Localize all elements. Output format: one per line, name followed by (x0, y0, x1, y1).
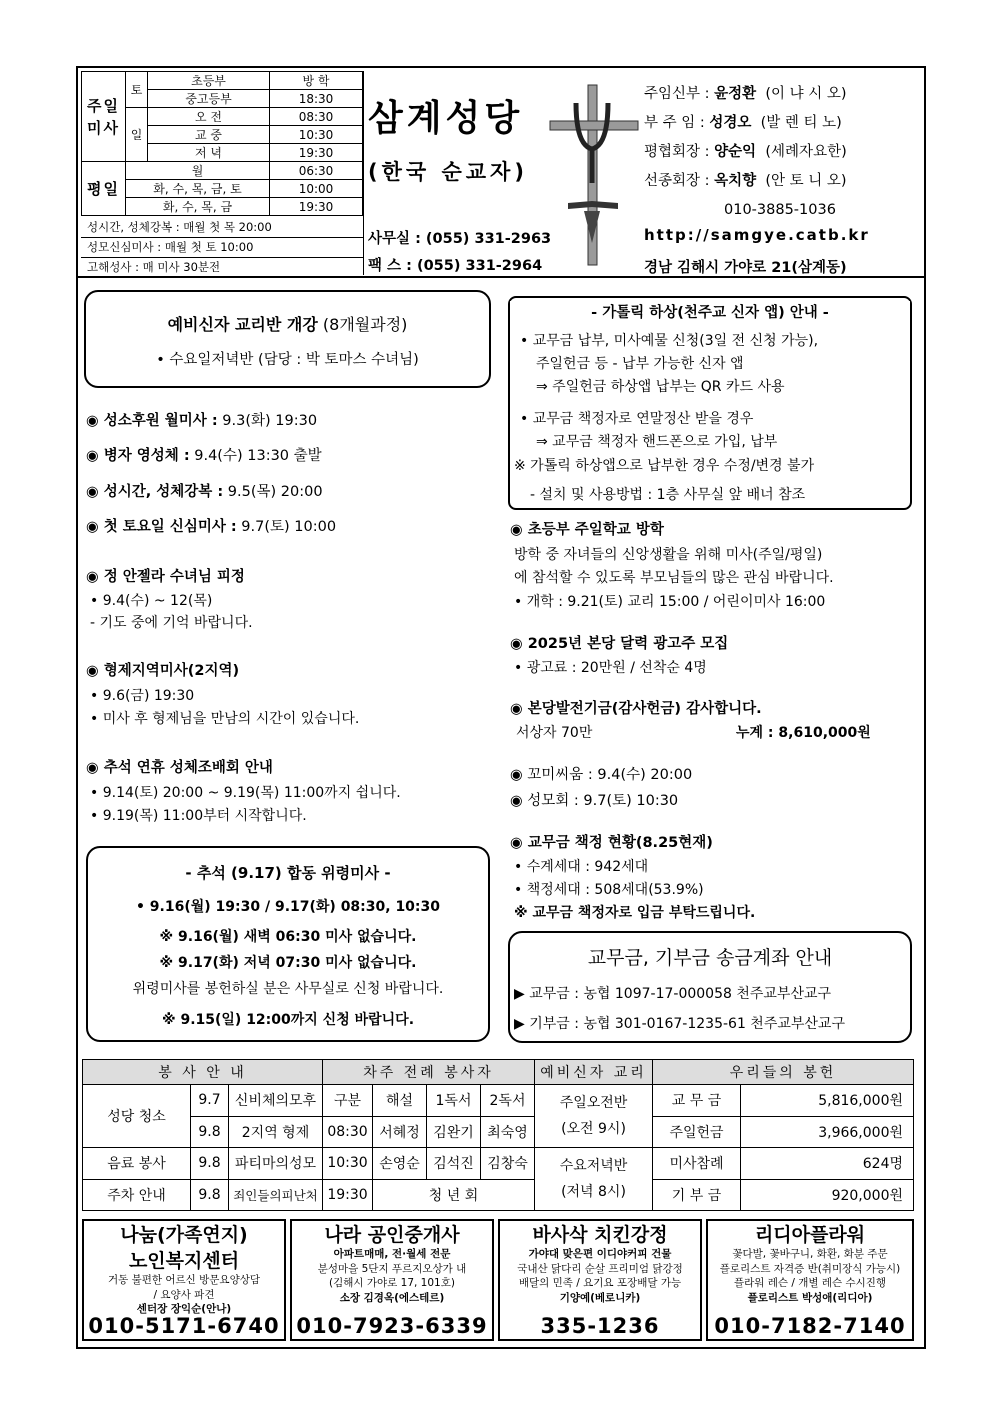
catechism-line: • 수요일저녁반 (담당 : 박 토마스 수녀님) (156, 352, 419, 368)
schedule-name: 저 녁 (148, 144, 270, 162)
memorial-mass-box (86, 846, 490, 1042)
catechism-title-main: 예비신자 교리반 개강 (167, 315, 318, 334)
schedule-name: 오 전 (148, 108, 270, 126)
ads-row (82, 1219, 914, 1341)
schedule-time: 10:30 (270, 126, 363, 144)
offering-value: 624명 (741, 1148, 914, 1180)
ad-text: 소장 김경옥(에스테르) (339, 1291, 445, 1304)
ad-nursing-center (82, 1219, 286, 1341)
catechism-class-time: (저녁 8시) (561, 1184, 626, 1200)
liturgy-cell: 김완기 (427, 1116, 481, 1148)
schedule-notes (81, 218, 363, 277)
liturgy-cell: 19:30 (323, 1179, 373, 1211)
hasang-app-title: - 가톨릭 하상(천주교 신자 앱) 안내 - (510, 301, 910, 322)
ad-text: 꽃다발, 꽃바구니, 화환, 화분 주문 (732, 1248, 888, 1260)
staff-name: 성경오 (709, 115, 752, 131)
announcement-head: ◉ 첫 토요일 신심미사 : (86, 519, 237, 535)
staff-role: 부 주 임 : (644, 115, 705, 131)
service-date: 9.8 (191, 1116, 229, 1148)
pledge-line: ※ 교무금 책정자로 입금 부탁드립니다. (514, 905, 756, 921)
liturgy-cell: 해설 (373, 1085, 427, 1117)
offering-label: 교 무 금 (653, 1085, 741, 1117)
service-date: 9.7 (191, 1085, 229, 1117)
ad-name: 리디아플라워 (754, 1224, 866, 1246)
district-mass-line: • 미사 후 형제님을 만남의 시간이 있습니다. (90, 711, 360, 727)
memorial-mass-line: • 9.16(월) 19:30 / 9.17(화) 08:30, 10:30 (135, 899, 441, 915)
schedule-name: 월 (126, 162, 270, 180)
staff-name: 양순익 (714, 144, 757, 160)
schedule-time: 06:30 (270, 162, 363, 180)
liturgy-header: 차주 전례 봉사자 (323, 1060, 535, 1085)
ad-text: 플로리스트 박성애(리디아) (747, 1291, 873, 1304)
thanks-total (736, 722, 871, 742)
hasang-app-line: • 교무금 책정자로 연말정산 받을 경우 (520, 411, 754, 427)
office-contacts (368, 226, 551, 280)
meeting-item: ◉ 꼬미씨움 : 9.4(수) 20:00 (510, 767, 693, 783)
sunday-mass-label: 주일 미사 (82, 72, 126, 162)
weekday-mass-label: 평일 (82, 162, 126, 216)
staff-row (644, 167, 847, 196)
staff-role: 선종회장 : (644, 173, 710, 189)
catechism-class-time: (오전 9시) (561, 1121, 626, 1137)
district-mass-head: ◉ 형제지역미사(2지역) (86, 663, 240, 679)
sunday-school-head: ◉ 초등부 주일학교 방학 (510, 522, 664, 538)
account-line: ▶ 교무금 : 농협 1097-17-000058 천주교부산교구 (514, 986, 832, 1002)
liturgy-cell: 김창숙 (481, 1148, 535, 1180)
liturgy-cell: 서혜정 (373, 1116, 427, 1148)
offering-value: 920,000원 (741, 1179, 914, 1211)
ad-name: 나눔(가족연지) (120, 1224, 248, 1246)
announcement-detail: 9.4(수) 13:30 출발 (189, 448, 322, 464)
announcement-item (86, 515, 336, 536)
calendar-ad-head: ◉ 2025년 본당 달력 광고주 모집 (510, 636, 729, 652)
offering-value: 5,816,000원 (741, 1085, 914, 1117)
liturgy-cell: 1독서 (427, 1085, 481, 1117)
service-volunteer: 파티마의성모 (229, 1148, 323, 1180)
ad-name: 바사삭 치킨강정 (532, 1224, 668, 1246)
announcement-head: ◉ 성시간, 성체강복 : (86, 484, 224, 500)
staff-baptism-name: (이 냐 시 오) (765, 86, 847, 102)
saturday-label: 토 (126, 72, 148, 108)
catechism-box (84, 290, 491, 388)
service-category: 주차 안내 (83, 1179, 191, 1211)
liturgy-cell: 구분 (323, 1085, 373, 1117)
announcement-item (86, 409, 317, 430)
liturgy-cell: 김석진 (427, 1148, 481, 1180)
schedule-time: 08:30 (270, 108, 363, 126)
account-box (508, 931, 912, 1043)
cross-logo-icon (548, 83, 640, 269)
ad-phone[interactable]: 010-7182-7140 (714, 1314, 906, 1338)
schedule-time: 19:30 (270, 198, 363, 216)
ad-text: 기양예(베로니카) (559, 1291, 641, 1304)
catechism-title (86, 312, 489, 335)
schedule-note: 성시간, 성체강복 : 매월 첫 목 20:00 (81, 218, 363, 238)
service-category: 성당 청소 (83, 1085, 191, 1148)
ad-realty (290, 1219, 494, 1341)
staff-row (644, 109, 847, 138)
retreat-head: ◉ 정 안젤라 수녀님 피정 (86, 569, 245, 585)
catechism-title-suffix: (8개월과정) (322, 315, 408, 334)
sunday-school-line: 에 참석할 수 있도록 부모님들의 많은 관심 바랍니다. (514, 570, 834, 586)
announcement-detail: 9.7(토) 10:00 (236, 519, 337, 535)
staff-name: 윤정환 (714, 86, 757, 102)
ad-name: 노인복지센터 (128, 1250, 240, 1272)
announcement-detail: 9.3(화) 19:30 (217, 413, 318, 429)
parish-address: 경남 김해시 가야로 21(삼계동) (644, 260, 847, 276)
liturgy-cell: 최숙영 (481, 1116, 535, 1148)
catechism-class-name: 수요저녁반 (559, 1158, 628, 1174)
catechism-class-name: 주일오전반 (559, 1095, 628, 1111)
memorial-mass-line: ※ 9.17(화) 저녁 07:30 미사 없습니다. (159, 955, 417, 971)
staff-baptism-name: (안 토 니 오) (765, 173, 847, 189)
staff-baptism-name: (발 렌 티 노) (760, 115, 842, 131)
offering-label: 미사참례 (653, 1148, 741, 1180)
parish-subtitle: (한국 순교자) (368, 160, 528, 184)
liturgy-cell: 손영순 (373, 1148, 427, 1180)
announcement-detail: 9.5(목) 20:00 (223, 484, 323, 500)
thanks-total-label: 누계 : (736, 725, 774, 741)
pledge-line: • 수계세대 : 942세대 (514, 859, 649, 875)
hasang-app-line: ⇒ 교무금 책정자 핸드폰으로 가입, 납부 (536, 434, 778, 450)
ad-text: 국내산 닭다리 순살 프리미엄 닭강정 (517, 1262, 683, 1275)
liturgy-cell: 08:30 (323, 1116, 373, 1148)
district-mass-line: • 9.6(금) 19:30 (90, 688, 195, 704)
header-divider (363, 71, 364, 275)
catechism-class (535, 1085, 653, 1148)
offering-label: 기 부 금 (653, 1179, 741, 1211)
catechism-class (535, 1148, 653, 1211)
schedule-note: 고해성사 : 매 미사 30분전 (87, 260, 221, 274)
announcement-item (86, 444, 322, 465)
pledge-head: ◉ 교무금 책정 현황(8.25현재) (510, 835, 713, 851)
hasang-app-line: ※ 가톨릭 하상앱으로 납부한 경우 수정/변경 불가 (514, 458, 815, 474)
hasang-app-line: • 교무금 납부, 미사예물 신청(3일 전 신청 가능), (520, 333, 819, 349)
ad-phone[interactable]: 010-5171-6740 (88, 1314, 280, 1338)
fax-number: 팩 스 : (055) 331-2964 (368, 258, 543, 274)
ad-text: 배달의 민족 / 요기요 포장배달 가능 (518, 1277, 682, 1289)
hasang-app-line: 주일헌금 등 - 납부 가능한 신자 앱 (536, 356, 744, 372)
memorial-mass-line: ※ 9.15(일) 12:00까지 신청 바랍니다. (161, 1012, 415, 1028)
staff-role: 주임신부 : (644, 86, 710, 102)
ad-text: / 요양사 파견 (153, 1288, 215, 1301)
website-url[interactable]: http://samgye.catb.kr (644, 226, 870, 244)
ad-text: 분성마을 5단지 푸르지오상가 내 (317, 1262, 467, 1275)
liturgy-cell: 10:30 (323, 1148, 373, 1180)
pledge-line: • 책정세대 : 508세대(53.9%) (514, 882, 704, 898)
offering-header: 우리들의 봉헌 (653, 1060, 914, 1085)
ad-phone[interactable]: 010-7923-6339 (296, 1314, 488, 1338)
service-date: 9.8 (191, 1179, 229, 1211)
schedule-time: 10:00 (270, 180, 363, 198)
bulletin-header (78, 68, 924, 278)
ad-chicken (498, 1219, 702, 1341)
hasang-app-box (508, 296, 912, 510)
offering-label: 주일헌금 (653, 1116, 741, 1148)
schedule-time: 18:30 (270, 90, 363, 108)
announcement-item (86, 480, 323, 501)
catechism-header: 예비신자 교리 (535, 1060, 653, 1085)
memorial-mass-line: ※ 9.16(월) 새벽 06:30 미사 없습니다. (159, 929, 417, 945)
sunday-school-line: 방학 중 자녀들의 신앙생활을 위해 미사(주일/평일) (514, 547, 823, 563)
schedule-name: 화, 수, 목, 금 (126, 198, 270, 216)
ad-text: 아파트매매, 전·월세 전문 (333, 1248, 451, 1260)
office-phone: 사무실 : (055) 331-2963 (368, 231, 552, 247)
adoration-line: • 9.19(목) 11:00부터 시작합니다. (90, 808, 307, 824)
thanks-head: ◉ 본당발전기금(감사헌금) 감사합니다. (510, 701, 762, 717)
staff-phone: 010-3885-1036 (724, 202, 836, 218)
adoration-head: ◉ 추석 연휴 성체조배회 안내 (86, 760, 273, 776)
hasang-app-line: ⇒ 주일헌금 하상앱 납부는 QR 카드 사용 (536, 379, 785, 395)
ad-text: 가야대 맞은편 이디야커피 건물 (528, 1248, 672, 1260)
memorial-mass-line: 위령미사를 봉헌하실 분은 사무실로 신청 바랍니다. (132, 981, 444, 997)
announcement-head: ◉ 병자 영성체 : (86, 448, 190, 464)
ad-text: (김해시 가야로 17, 101호) (329, 1277, 455, 1289)
sunday-school-line: • 개학 : 9.21(토) 교리 15:00 / 어린이미사 16:00 (514, 594, 826, 610)
hasang-app-line: - 설치 및 사용방법 : 1층 사무실 앞 배너 참조 (530, 487, 806, 503)
schedule-time: 방 학 (270, 72, 363, 90)
offering-value: 3,966,000원 (741, 1116, 914, 1148)
schedule-name: 교 중 (148, 126, 270, 144)
staff-row (644, 80, 847, 109)
liturgy-cell: 2독서 (481, 1085, 535, 1117)
staff-list (644, 80, 847, 225)
sunday-label: 일 (126, 108, 148, 162)
liturgy-cell: 청 년 회 (373, 1179, 535, 1211)
account-title: 교무금, 기부금 송금계좌 안내 (587, 947, 833, 969)
staff-role: 평협회장 : (644, 144, 710, 160)
service-category: 음료 봉사 (83, 1148, 191, 1180)
service-volunteer: 2지역 형제 (229, 1116, 323, 1148)
ad-text: 거동 불편한 어르신 방문요양상담 (107, 1274, 260, 1286)
staff-row (644, 138, 847, 167)
thanks-total-value: 8,610,000원 (778, 725, 871, 741)
staff-name: 옥치향 (714, 173, 757, 189)
ad-flower (706, 1219, 914, 1341)
schedule-name: 화, 수, 목, 금, 토 (126, 180, 270, 198)
ad-text: 플로리스트 자격증 반(취미장식 가능시) (719, 1262, 901, 1275)
memorial-mass-title: - 추석 (9.17) 합동 위령미사 - (185, 864, 391, 882)
calendar-ad-line: • 광고료 : 20만원 / 선착순 4명 (514, 660, 707, 676)
service-header: 봉 사 안 내 (83, 1060, 323, 1085)
meeting-item: ◉ 성모회 : 9.7(토) 10:30 (510, 793, 679, 809)
service-date: 9.8 (191, 1148, 229, 1180)
schedule-note: 성모신심미사 : 매월 첫 토 10:00 (81, 238, 363, 258)
staff-baptism-name: (세례자요한) (765, 144, 847, 160)
parish-title: 삼계성당 (368, 98, 524, 139)
mass-schedule-table (81, 71, 363, 216)
announcement-head: ◉ 성소후원 월미사 : (86, 413, 218, 429)
schedule-name: 초등부 (148, 72, 270, 90)
thanks-donor: 서상자 70만 (516, 725, 593, 741)
retreat-line: - 기도 중에 기억 바랍니다. (90, 615, 253, 631)
schedule-name: 중고등부 (148, 90, 270, 108)
ad-name: 나라 공인중개사 (324, 1224, 460, 1246)
service-volunteer: 신비체의모후 (229, 1085, 323, 1117)
ad-text: 센터장 장익순(안나) (136, 1303, 232, 1315)
ad-text: 플라워 레슨 / 개별 레슨 수시진행 (733, 1277, 887, 1289)
service-table (82, 1059, 914, 1211)
account-line: ▶ 기부금 : 농협 301-0167-1235-61 천주교부산교구 (514, 1016, 845, 1032)
schedule-time: 19:30 (270, 144, 363, 162)
ad-phone[interactable]: 335-1236 (540, 1314, 660, 1338)
adoration-line: • 9.14(토) 20:00 ~ 9.19(목) 11:00까지 쉽니다. (90, 785, 401, 801)
service-volunteer: 죄인들의피난처 (229, 1179, 323, 1211)
retreat-line: • 9.4(수) ~ 12(목) (90, 593, 213, 609)
